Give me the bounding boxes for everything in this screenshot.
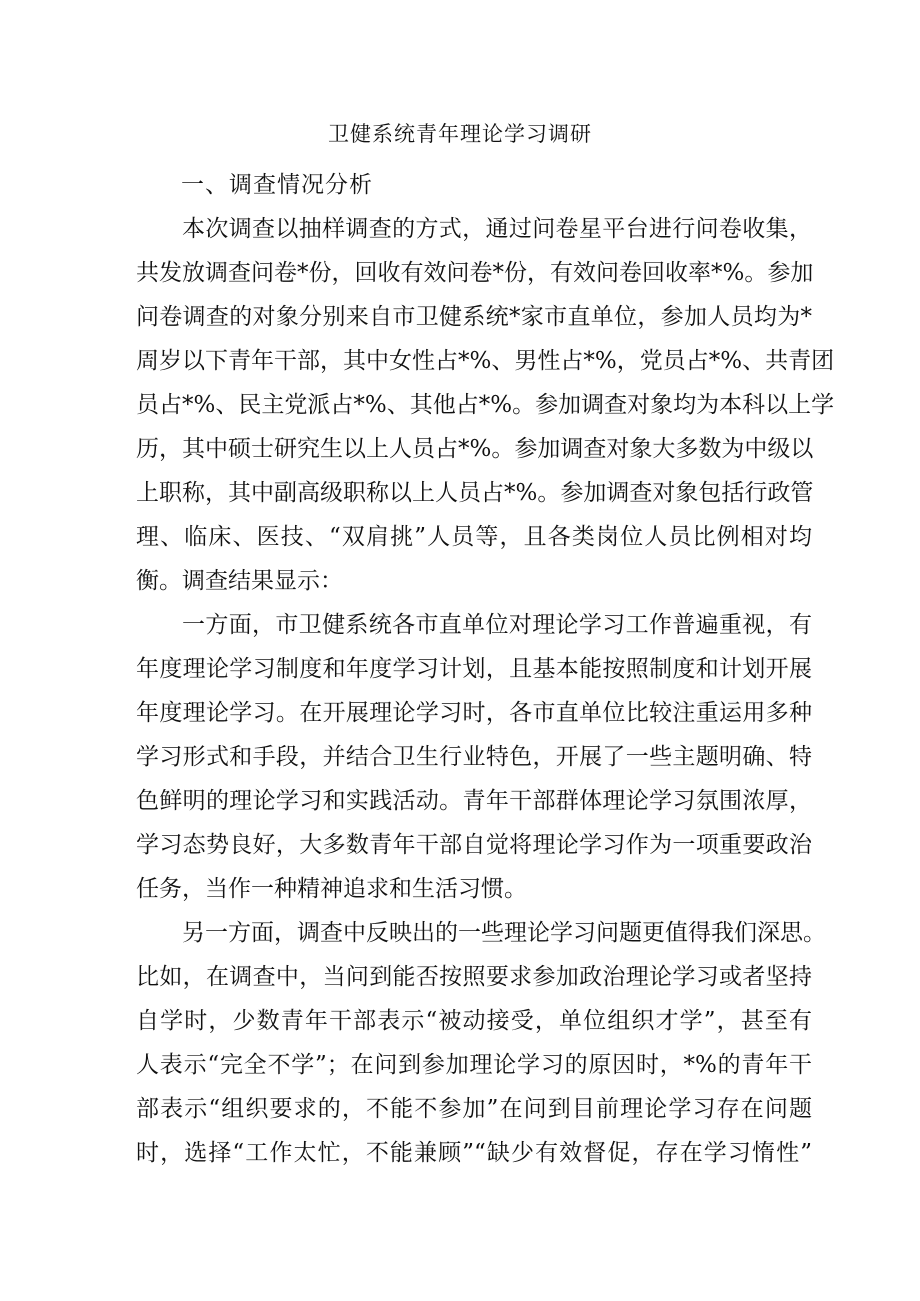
text-line: 年度理论学习制度和年度学习计划，且基本能按照制度和计划开展 <box>136 656 812 682</box>
text-line: 一方面，市卫健系统各市直单位对理论学习工作普遍重视，有 <box>182 612 812 638</box>
text-line: 比如，在调查中，当问到能否按照要求参加政治理论学习或者坚持 <box>136 964 812 990</box>
text-line: 年度理论学习。在开展理论学习时，各市直单位比较注重运用多种 <box>136 700 812 726</box>
text-line: 人表示“完全不学”；在问到参加理论学习的原因时，*%的青年干 <box>136 1052 812 1078</box>
text-line: 自学时，少数青年干部表示“被动接受，单位组织才学”，甚至有 <box>136 1008 812 1034</box>
text-line: 时，选择“工作太忙，不能兼顾”“缺少有效督促，存在学习惰性” <box>136 1140 812 1166</box>
text-line: 上职称，其中副高级职称以上人员占*%。参加调查对象包括行政管 <box>136 480 814 506</box>
text-line: 员占*%、民主党派占*%、其他占*%。参加调查对象均为本科以上学 <box>136 392 835 418</box>
section-heading: 一、调查情况分析 <box>181 172 373 198</box>
text-line: 问卷调查的对象分别来自市卫健系统*家市直单位，参加人员均为* <box>136 304 812 330</box>
text-line: 历，其中硕士研究生以上人员占*%。参加调查对象大多数为中级以 <box>136 436 814 462</box>
text-line: 色鲜明的理论学习和实践活动。青年干部群体理论学习氛围浓厚， <box>136 788 812 814</box>
text-line: 理、临床、医技、“双肩挑”人员等，且各类岗位人员比例相对均 <box>136 524 812 550</box>
text-line: 部表示“组织要求的，不能不参加”在问到目前理论学习存在问题 <box>136 1096 812 1122</box>
text-line: 周岁以下青年干部，其中女性占*%、男性占*%，党员占*%、共青团 <box>136 348 835 374</box>
text-line: 任务，当作一种精神追求和生活习惯。 <box>136 876 527 902</box>
text-line: 衡。调查结果显示： <box>136 568 343 594</box>
text-line: 本次调查以抽样调查的方式，通过问卷星平台进行问卷收集， <box>182 216 812 242</box>
text-line: 共发放调查问卷*份，回收有效问卷*份，有效问卷回收率*%。参加 <box>136 260 814 286</box>
text-line: 学习形式和手段，并结合卫生行业特色，开展了一些主题明确、特 <box>136 744 812 770</box>
text-line: 学习态势良好，大多数青年干部自觉将理论学习作为一项重要政治 <box>136 832 812 858</box>
text-line: 另一方面，调查中反映出的一些理论学习问题更值得我们深思。 <box>182 920 826 946</box>
document-title: 卫健系统青年理论学习调研 <box>328 122 592 146</box>
